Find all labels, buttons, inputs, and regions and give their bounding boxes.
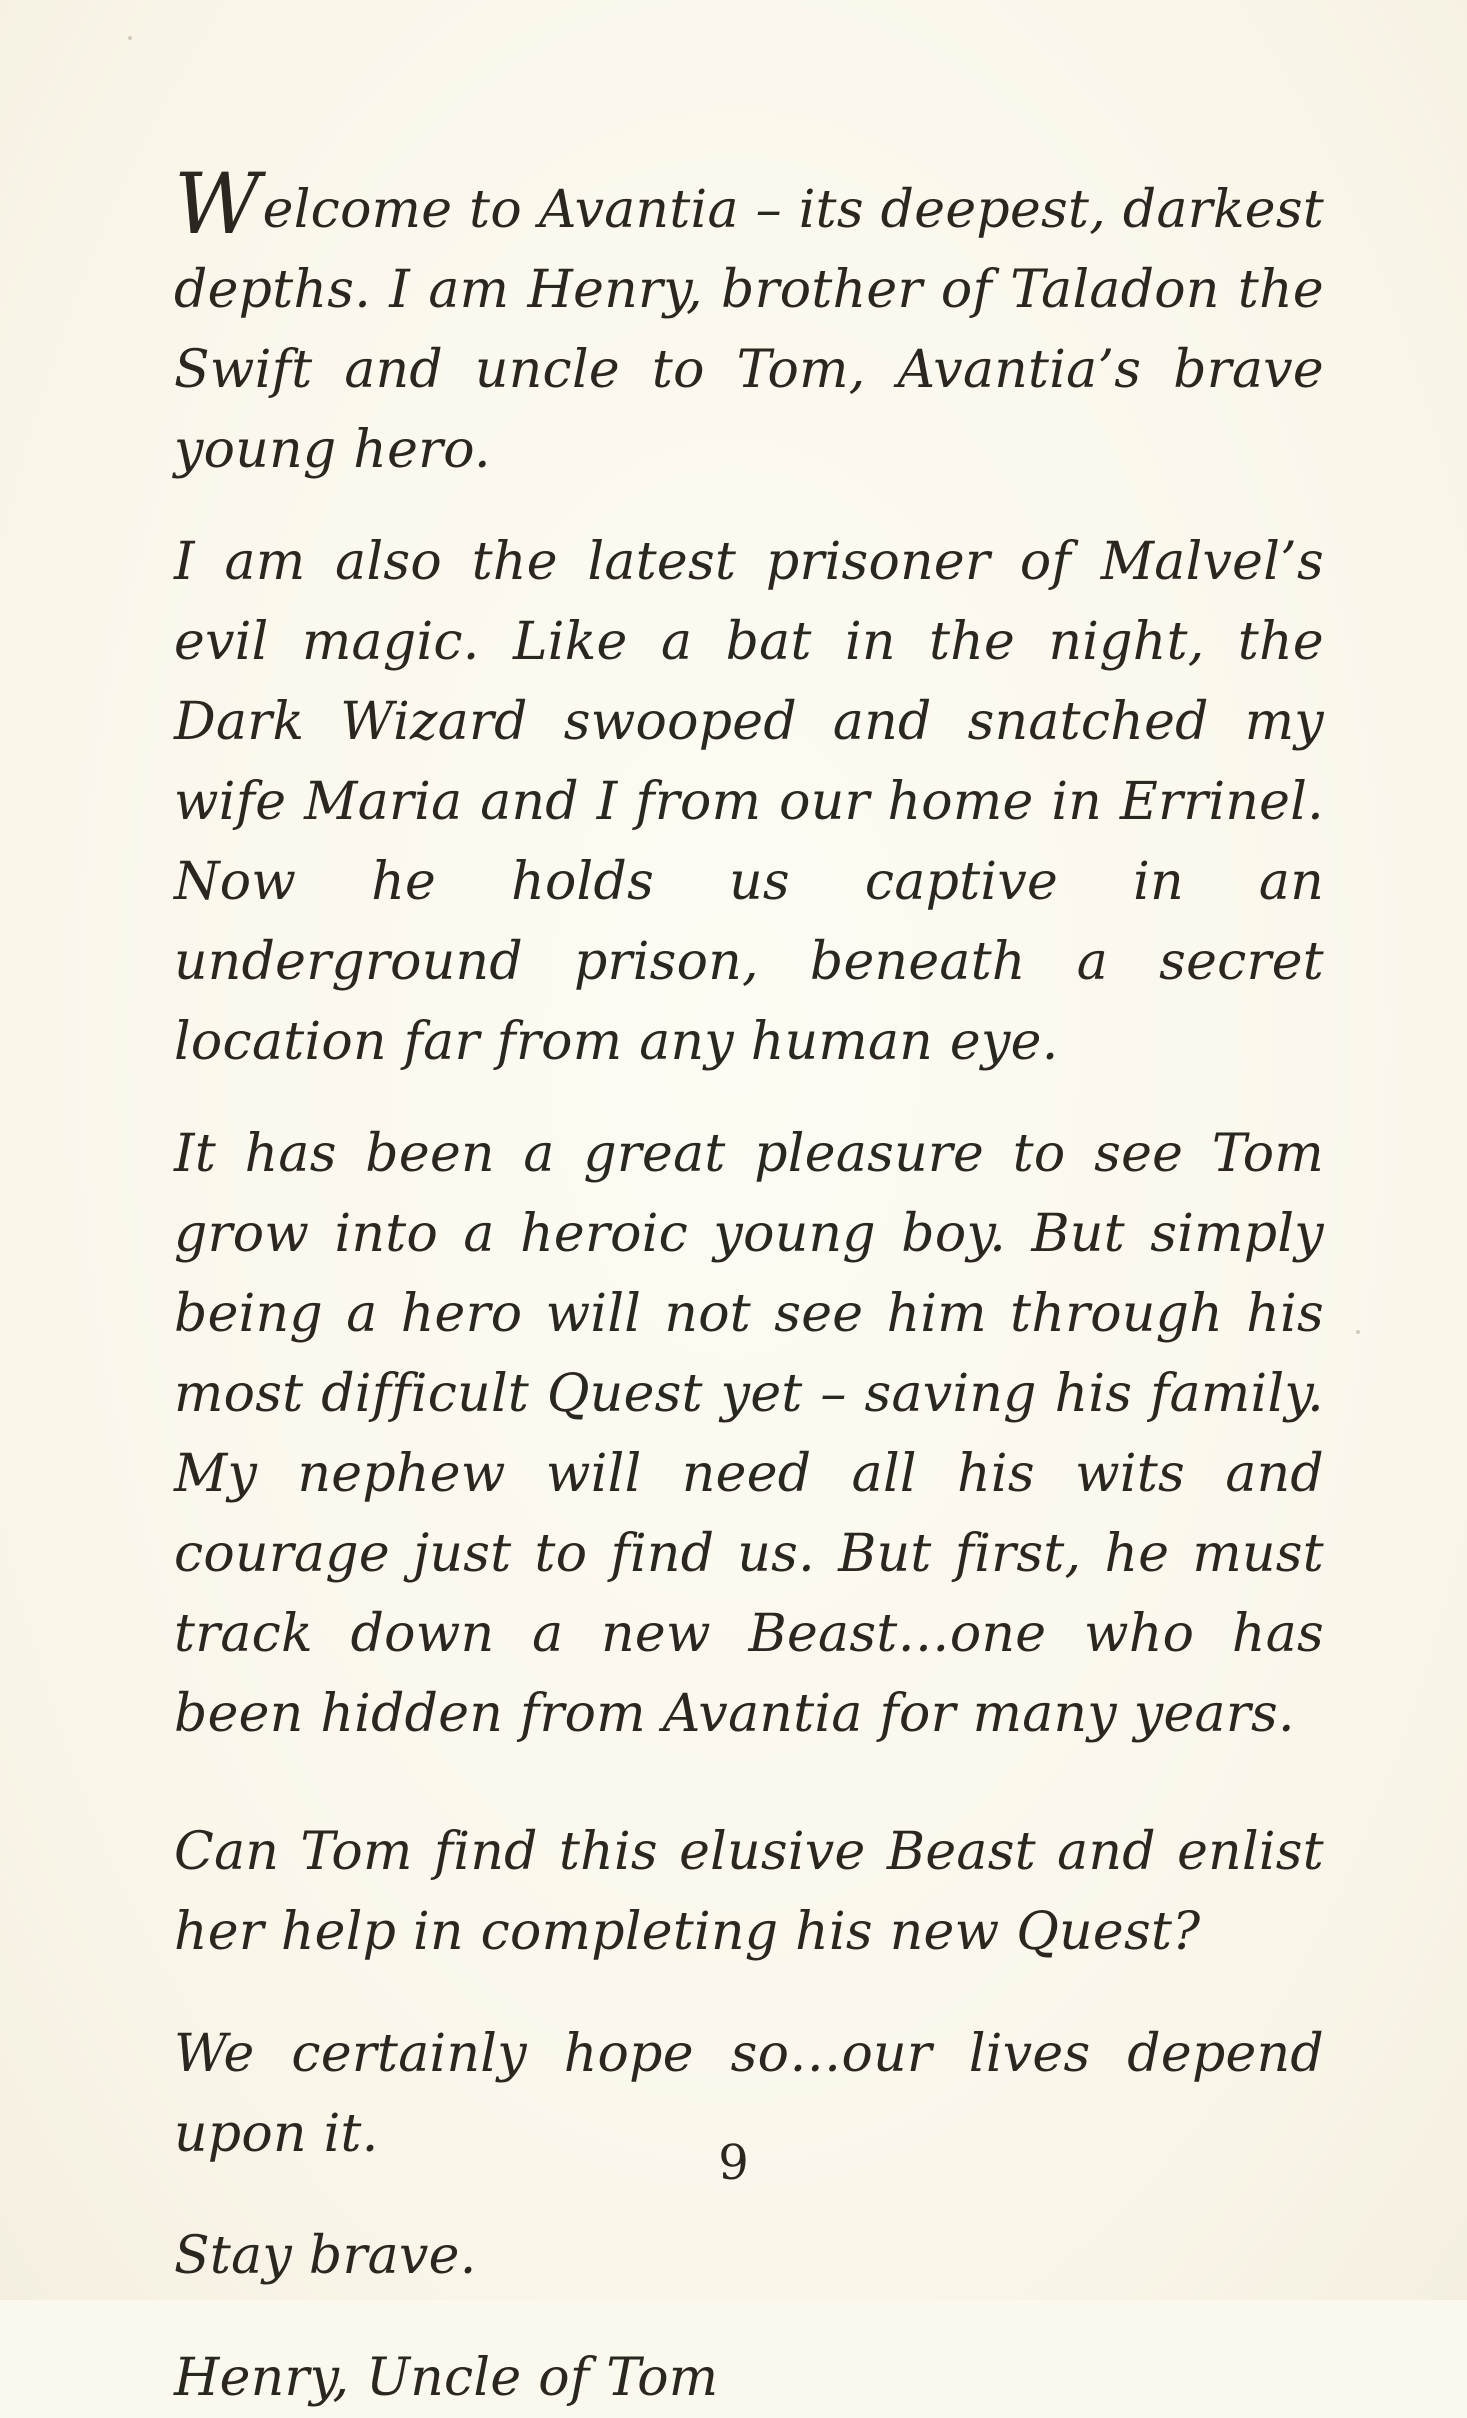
signature: Henry, Uncle of Tom (174, 2348, 719, 2408)
paragraph-hope: We certainly hope so…our lives depend upon it. (174, 2024, 1324, 2164)
letter-body (174, 155, 1325, 2418)
paragraph-tom: It has been a great pleasure to see Tom grow into a heroic young boy. But simply being a hero will not see him through his most difficult Quest yet – saving his family. My nephew will need all his wits and courage just to find us. But first, he must track down a new Beast…one who has been hidden from Avantia for many years. (174, 1124, 1324, 1744)
paragraph-question: Can Tom find this elusive Beast and enlist her help in completing his new Quest? (174, 1822, 1324, 1962)
drop-cap: W (174, 155, 261, 253)
page-number: 9 (718, 2135, 749, 2191)
paragraph-prisoner: I am also the latest prisoner of Malvel’s evil magic. Like a bat in the night, the Dark Wizard swooped and snatched my wife Maria and I from our home in Errinel. Now he holds us captive in an underground prison, beneath a secret location far from any human eye. (174, 532, 1324, 1072)
closing-line: Stay brave. (174, 2226, 477, 2286)
paragraph-welcome-text: elcome to Avantia – its deepest, darkest depths. I am Henry, brother of Taladon the Swift and uncle to Tom, Avantia’s brave young hero. (174, 180, 1325, 480)
paper-speck (128, 36, 132, 40)
paper-speck (1356, 1330, 1360, 1334)
paragraph-welcome (174, 155, 1325, 490)
